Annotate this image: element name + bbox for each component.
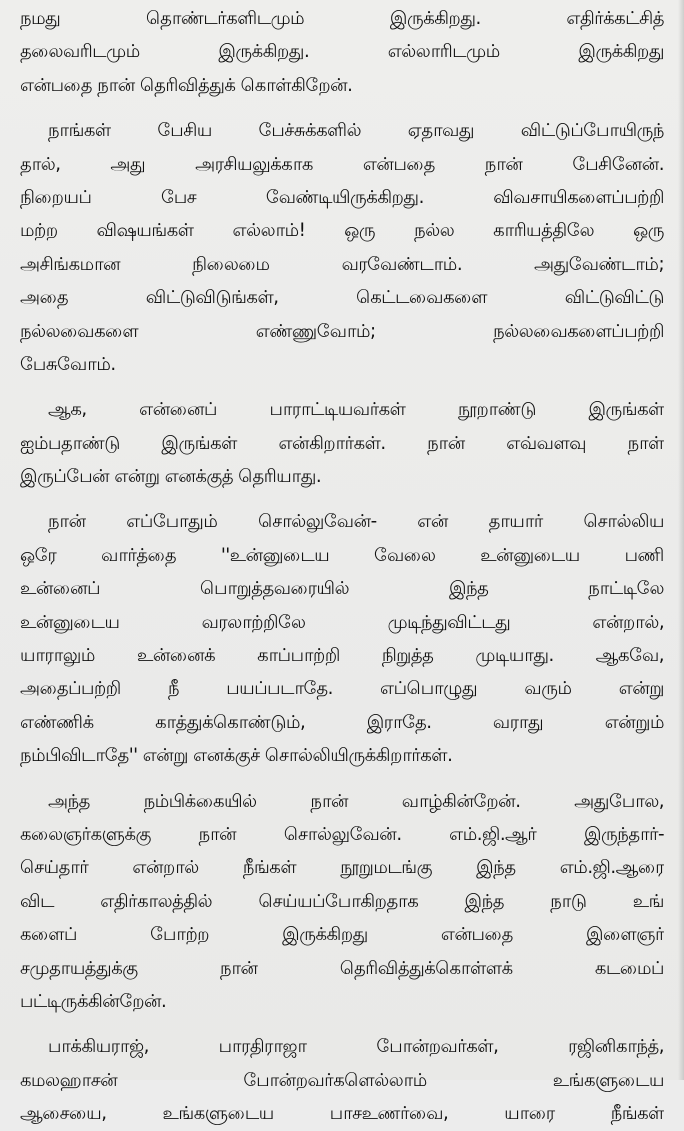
text-line: விட எதிர்காலத்தில் செய்யப்போகிறதாக இந்த நாடு உங் [20,890,664,912]
text-line: என்பதை நான் தெரிவித்துக் கொள்கிறேன். [20,74,353,96]
text-line: அந்த நம்பிக்கையில் நான் வாழ்கின்றேன். அதுபோல, [48,790,664,812]
paragraph-4 [20,505,664,772]
scan-shadow-edge [678,0,684,1080]
text-line: ஐம்பதாண்டு இருங்கள் என்கிறார்கள். நான் எவ்வளவு நாள் [20,432,664,454]
text-line: ஆசையை, உங்களுடைய பாசஉணர்வை, யாரை நீங்கள் [20,1103,664,1125]
paragraph-6 [20,1030,664,1130]
text-line: சமுதாயத்துக்கு நான் தெரிவித்துக்கொள்ளக் கடமைப் [20,957,664,979]
text-line: பாக்கியராஜ், பாரதிராஜா போன்றவர்கள், ரஜினிகாந்த், [48,1036,664,1058]
text-line: எண்ணிக் காத்துக்கொண்டும், இராதே. வராது என்றும் [20,711,664,733]
text-line: தலைவரிடமும் இருக்கிறது. எல்லாரிடமும் இருக்கிறது [20,41,664,63]
text-line: களைப் போற்ற இருக்கிறது என்பதை இளைஞர் [20,924,664,946]
text-line: உன்னுடைய வரலாற்றிலே முடிந்துவிட்டது என்றால், [20,611,664,633]
text-line: இருப்பேன் என்று எனக்குத் தெரியாது. [20,466,322,488]
text-line: அதைப்பற்றி நீ பயப்படாதே. எப்பொழுது வரும் என்று [20,678,664,700]
text-line: கமலஹாசன் போன்றவர்களெல்லாம் உங்களுடைய [20,1069,664,1091]
text-line: அதை விட்டுவிடுங்கள், கெட்டவைகளை விட்டுவிட்டு [20,287,664,309]
text-line: உன்னைப் பொறுத்தவரையில் இந்த நாட்டிலே [20,578,664,600]
text-line: ஆக, என்னைப் பாராட்டியவர்கள் நூறாண்டு இருங்கள் [48,399,664,421]
text-line: செய்தார் என்றால் நீங்கள் நூறுமடங்கு இந்த எம்.ஜி.ஆரை [20,857,664,879]
text-line: யாராலும் உன்னைக் காப்பாற்றி நிறுத்த முடியாது. ஆகவே, [20,645,664,667]
text-line: நமது தொண்டர்களிடமும் இருக்கிறது. எதிர்க்கட்சித் [20,8,664,29]
text-line: நிறையப் பேச வேண்டியிருக்கிறது. விவசாயிகளைப்பற்றி [20,186,664,208]
text-line: நல்லவைகளை எண்ணுவோம்; நல்லவைகளைப்பற்றி [20,320,664,342]
text-line: கலைஞர்களுக்கு நான் சொல்லுவேன். எம்.ஜி.ஆர் இருந்தார்- [20,823,664,845]
paragraph-1 [20,2,664,102]
paragraph-5 [20,785,664,1019]
text-line: நாங்கள் பேசிய பேச்சுக்களில் ஏதாவது விட்டுப்போயிருந் [48,120,664,142]
text-line: நம்பிவிடாதே'' என்று எனக்குச் சொல்லியிருக்கிறார்கள். [20,745,453,767]
text-line: நான் எப்போதும் சொல்லுவேன்- என் தாயார் சொல்லிய [48,511,664,533]
text-line: ஒரே வார்த்தை ''உன்னுடைய வேலை உன்னுடைய பணி [20,544,664,566]
text-line: பட்டிருக்கின்றேன். [20,990,167,1012]
text-line: தால், அது அரசியலுக்காக என்பதை நான் பேசினேன். [20,153,664,175]
paragraph-2 [20,114,664,381]
paragraph-3 [20,393,664,493]
text-line: பேசுவோம். [20,353,116,375]
text-line: அசிங்கமான நிலைமை வரவேண்டாம். அதுவேண்டாம்; [20,253,664,275]
text-line: மற்ற விஷயங்கள் எல்லாம்! ஒரு நல்ல காரியத்திலே ஒரு [20,220,664,242]
